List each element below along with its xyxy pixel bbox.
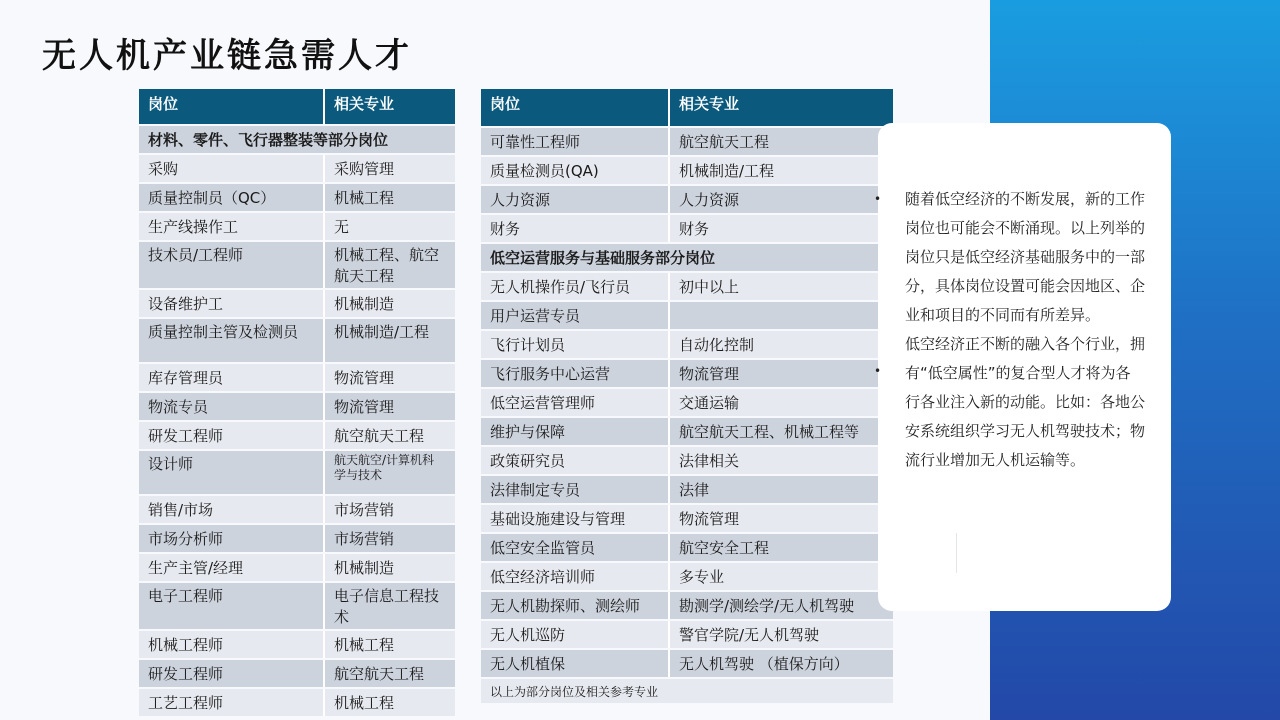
table-footnote: 以上为部分岗位及相关参考专业 xyxy=(481,679,893,703)
table-row xyxy=(139,242,455,288)
position-cell: 维护与保障 xyxy=(481,418,670,445)
position-cell: 政策研究员 xyxy=(481,447,670,474)
table-row xyxy=(481,186,893,213)
major-cell: 警官学院/无人机驾驶 xyxy=(670,621,893,648)
info-paragraph-2: 低空经济正不断的融入各个行业，拥有“低空属性”的复合型人才将为各行各业注入新的动能。比如：各地公安系统组织学习无人机驾驶技术；物流行业增加无人机运输等。 xyxy=(905,335,1146,469)
position-cell: 低空运营管理师 xyxy=(481,389,670,416)
table-row xyxy=(139,660,455,687)
major-cell: 机械制造 xyxy=(325,290,455,317)
major-cell: 航空航天工程 xyxy=(325,422,455,449)
major-cell: 机械制造 xyxy=(325,554,455,581)
major-cell: 航空航天工程 xyxy=(325,660,455,687)
major-cell: 航空航天工程、机械工程等 xyxy=(670,418,893,445)
major-cell: 勘测学/测绘学/无人机驾驶 xyxy=(670,592,893,619)
table-header-row xyxy=(481,89,893,126)
note-row xyxy=(481,679,893,703)
major-cell: 航空航天工程 xyxy=(670,128,893,155)
major-cell: 法律 xyxy=(670,476,893,503)
table-row xyxy=(139,155,455,182)
info-paragraph-1: 随着低空经济的不断发展，新的工作岗位也可能会不断涌现。以上列举的岗位只是低空经济基础服务中的一部分，具体岗位设置可能会因地区、企业和项目的不同而有所差异。 xyxy=(905,190,1146,324)
major-cell: 市场营销 xyxy=(325,496,455,523)
major-cell: 法律相关 xyxy=(670,447,893,474)
position-cell: 工艺工程师 xyxy=(139,689,325,716)
major-cell: 自动化控制 xyxy=(670,331,893,358)
position-cell: 基础设施建设与管理 xyxy=(481,505,670,532)
table-row xyxy=(139,290,455,317)
position-cell: 无人机操作员/飞行员 xyxy=(481,273,670,300)
major-cell: 机械工程 xyxy=(325,184,455,211)
table-row xyxy=(481,389,893,416)
table-row xyxy=(481,215,893,242)
position-cell: 研发工程师 xyxy=(139,660,325,687)
table-row xyxy=(481,418,893,445)
table-row xyxy=(139,496,455,523)
left-positions-table xyxy=(139,87,455,718)
table-row xyxy=(139,525,455,552)
major-cell: 物流管理 xyxy=(325,364,455,391)
position-cell: 财务 xyxy=(481,215,670,242)
position-cell: 生产线操作工 xyxy=(139,213,325,240)
position-cell: 无人机巡防 xyxy=(481,621,670,648)
table-row xyxy=(481,447,893,474)
table-row xyxy=(481,592,893,619)
major-cell: 市场营销 xyxy=(325,525,455,552)
major-cell: 物流管理 xyxy=(670,505,893,532)
bullet-icon: • xyxy=(874,192,882,206)
major-cell: 航天航空/计算机科学与技术 xyxy=(325,451,455,494)
table-row xyxy=(139,393,455,420)
info-card xyxy=(878,123,1171,611)
table-row xyxy=(481,476,893,503)
position-cell: 设计师 xyxy=(139,451,325,494)
position-cell: 低空安全监管员 xyxy=(481,534,670,561)
table-row xyxy=(481,505,893,532)
major-cell: 机械制造/工程 xyxy=(670,157,893,184)
header-position: 岗位 xyxy=(481,89,670,126)
major-cell: 采购管理 xyxy=(325,155,455,182)
major-cell: 电子信息工程技术 xyxy=(325,583,455,629)
major-cell: 交通运输 xyxy=(670,389,893,416)
section-title: 低空运营服务与基础服务部分岗位 xyxy=(481,244,893,271)
position-cell: 质量控制员（QC） xyxy=(139,184,325,211)
table-row xyxy=(139,422,455,449)
position-cell: 飞行计划员 xyxy=(481,331,670,358)
position-cell: 用户运营专员 xyxy=(481,302,670,329)
major-cell: 物流管理 xyxy=(325,393,455,420)
position-cell: 市场分析师 xyxy=(139,525,325,552)
position-cell: 飞行服务中心运营 xyxy=(481,360,670,387)
major-cell: 机械工程、航空航天工程 xyxy=(325,242,455,288)
major-cell: 无 xyxy=(325,213,455,240)
table-row xyxy=(481,621,893,648)
table-row xyxy=(481,157,893,184)
position-cell: 质量控制主管及检测员 xyxy=(139,319,325,362)
position-cell: 销售/市场 xyxy=(139,496,325,523)
table-row xyxy=(139,689,455,716)
table-row xyxy=(481,128,893,155)
table-row xyxy=(139,583,455,629)
table-row xyxy=(139,364,455,391)
position-cell: 无人机勘探师、测绘师 xyxy=(481,592,670,619)
table-row xyxy=(139,554,455,581)
table-row xyxy=(139,319,455,362)
table-row xyxy=(139,213,455,240)
section-row xyxy=(139,126,455,153)
section-row xyxy=(481,244,893,271)
bullet-icon: • xyxy=(874,364,882,378)
table-row xyxy=(481,302,893,329)
position-cell: 人力资源 xyxy=(481,186,670,213)
position-cell: 库存管理员 xyxy=(139,364,325,391)
position-cell: 物流专员 xyxy=(139,393,325,420)
position-cell: 技术员/工程师 xyxy=(139,242,325,288)
table-row xyxy=(481,360,893,387)
section-title: 材料、零件、飞行器整装等部分岗位 xyxy=(139,126,455,153)
position-cell: 无人机植保 xyxy=(481,650,670,677)
major-cell: 初中以上 xyxy=(670,273,893,300)
position-cell: 电子工程师 xyxy=(139,583,325,629)
major-cell: 财务 xyxy=(670,215,893,242)
table-row xyxy=(139,631,455,658)
major-cell: 多专业 xyxy=(670,563,893,590)
position-cell: 质量检测员(QA) xyxy=(481,157,670,184)
header-major: 相关专业 xyxy=(325,89,455,124)
major-cell: 无人机驾驶 （植保方向） xyxy=(670,650,893,677)
page-title: 无人机产业链急需人才 xyxy=(42,36,412,76)
header-position: 岗位 xyxy=(139,89,325,124)
table-row xyxy=(481,273,893,300)
position-cell: 研发工程师 xyxy=(139,422,325,449)
right-positions-table xyxy=(481,87,893,705)
table-row xyxy=(481,650,893,677)
major-cell: 航空安全工程 xyxy=(670,534,893,561)
position-cell: 设备维护工 xyxy=(139,290,325,317)
major-cell: 物流管理 xyxy=(670,360,893,387)
table-row xyxy=(139,184,455,211)
position-cell: 法律制定专员 xyxy=(481,476,670,503)
major-cell xyxy=(670,302,893,329)
table-header-row xyxy=(139,89,455,124)
position-cell: 低空经济培训师 xyxy=(481,563,670,590)
major-cell: 机械制造/工程 xyxy=(325,319,455,362)
table-row xyxy=(139,451,455,494)
table-row xyxy=(481,534,893,561)
position-cell: 机械工程师 xyxy=(139,631,325,658)
position-cell: 生产主管/经理 xyxy=(139,554,325,581)
major-cell: 人力资源 xyxy=(670,186,893,213)
table-row xyxy=(481,331,893,358)
info-text xyxy=(905,185,1145,475)
position-cell: 可靠性工程师 xyxy=(481,128,670,155)
divider xyxy=(956,533,957,573)
major-cell: 机械工程 xyxy=(325,631,455,658)
major-cell: 机械工程 xyxy=(325,689,455,716)
table-row xyxy=(481,563,893,590)
position-cell: 采购 xyxy=(139,155,325,182)
header-major: 相关专业 xyxy=(670,89,893,126)
